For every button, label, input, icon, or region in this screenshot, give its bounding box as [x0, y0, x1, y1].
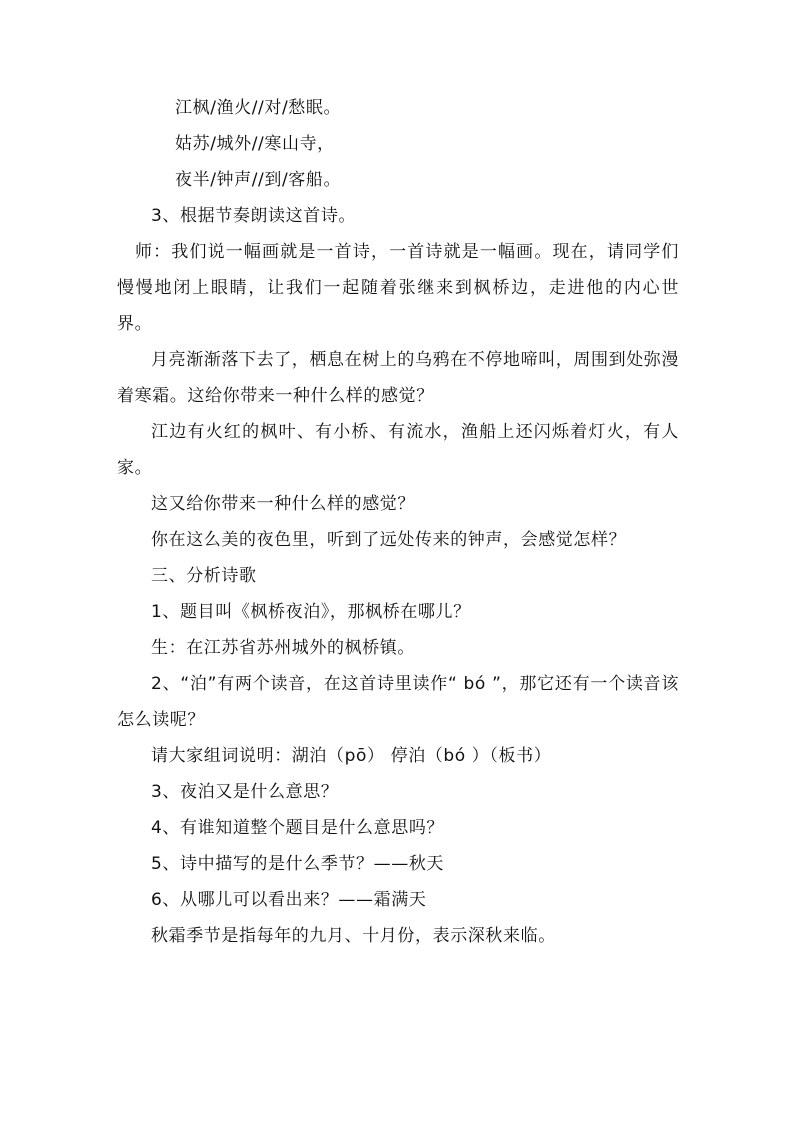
teacher-paragraph: 师：我们说一幅画就是一首诗，一首诗就是一幅画。现在，请同学们慢慢地闭上眼睛，让我们一起随着张继来到枫桥边，走进他的内心世界。	[117, 242, 679, 334]
autumn-note: 秋霜季节是指每年的九月、十月份，表示深秋来临。	[151, 926, 556, 946]
answer-1: 生：在江苏省苏州城外的枫桥镇。	[151, 638, 415, 658]
question-5: 5、诗中描写的是什么季节？——秋天	[151, 854, 445, 874]
river-paragraph: 江边有火红的枫叶、有小桥、有流水，渔船上还闪烁着灯火，有人家。	[117, 422, 679, 478]
section-heading-analysis: 三、分析诗歌	[151, 566, 257, 586]
poem-line-1: 江枫/渔火//对/愁眠。	[175, 98, 342, 118]
question-3: 3、夜泊又是什么意思？	[151, 782, 339, 802]
poem-line-3: 夜半/钟声//到/客船。	[175, 170, 342, 190]
step-3-reading: 3、根据节奏朗读这首诗。	[151, 206, 357, 226]
feeling-question: 这又给你带来一种什么样的感觉？	[151, 494, 415, 514]
question-2-paragraph: 2、“泊”有两个读音，在这首诗里读作“ bó ”，那它还有一个读音该怎么读呢？	[117, 674, 679, 730]
bell-question: 你在这么美的夜色里，听到了远处传来的钟声，会感觉怎样？	[151, 530, 627, 550]
question-6: 6、从哪儿可以看出来？——霜满天	[151, 890, 427, 910]
document-body	[117, 90, 679, 954]
moon-paragraph: 月亮渐渐落下去了，栖息在树上的乌鸦在不停地啼叫，周围到处弥漫着寒霜。这给你带来一种什么样的感觉？	[117, 350, 679, 406]
question-4: 4、有谁知道整个题目是什么意思吗？	[151, 818, 445, 838]
poem-line-2: 姑苏/城外//寒山寺，	[175, 134, 335, 154]
word-examples: 请大家组词说明：湖泊（pō） 停泊（bó ）（板书）	[151, 746, 552, 766]
question-1: 1、题目叫《枫桥夜泊》，那枫桥在哪儿？	[151, 602, 471, 622]
